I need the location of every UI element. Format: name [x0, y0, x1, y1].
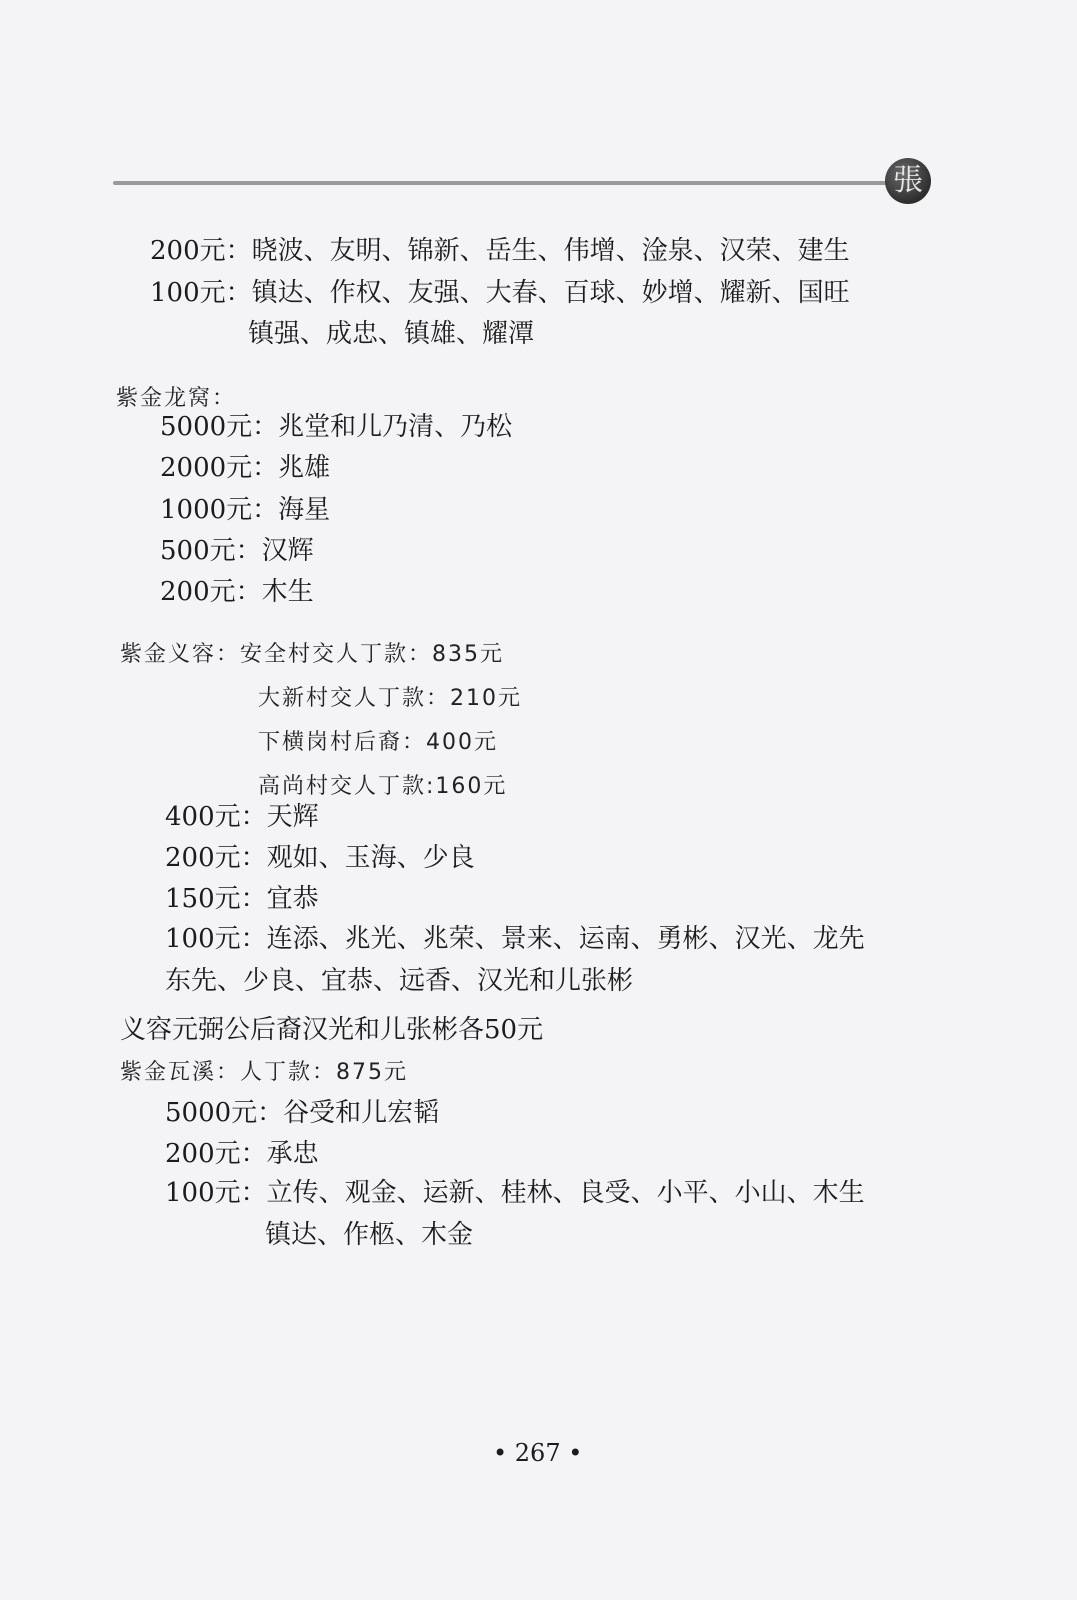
text-line: 义容元弼公后裔汉光和儿张彬各50元	[120, 1015, 544, 1045]
text-line: 1000元：海星	[160, 495, 331, 525]
text-line: 200元：木生	[160, 577, 314, 607]
text-line: 大新村交人丁款：210元	[258, 686, 522, 711]
text-line: 400元：天辉	[165, 802, 319, 832]
text-line: 150元：宜恭	[165, 884, 319, 914]
text-line: 500元：汉辉	[160, 536, 314, 566]
text-line: 200元：晓波、友明、锦新、岳生、伟增、淦泉、汉荣、建生	[150, 236, 850, 266]
seal-icon: 張	[885, 158, 931, 204]
text-line: 100元：连添、兆光、兆荣、景来、运南、勇彬、汉光、龙先	[165, 924, 865, 954]
text-line: 高尚村交人丁款:160元	[258, 774, 508, 799]
section-heading: 紫金龙窝：	[116, 386, 237, 411]
header-rule	[113, 181, 903, 185]
text-line: 2000元：兆雄	[160, 453, 331, 483]
section-heading: 紫金义容：安全村交人丁款：835元	[120, 642, 504, 667]
text-line: 100元：镇达、作权、友强、大春、百球、妙增、耀新、国旺	[150, 278, 850, 308]
text-line: 东先、少良、宜恭、远香、汉光和儿张彬	[165, 966, 634, 996]
text-line: 200元：承忠	[165, 1139, 319, 1169]
text-line: 镇强、成忠、镇雄、耀潭	[248, 319, 535, 349]
text-line: 5000元：谷受和儿宏韬	[165, 1098, 440, 1128]
text-line: 5000元：兆堂和儿乃清、乃松	[160, 412, 513, 442]
section-heading: 紫金瓦溪：人丁款：875元	[120, 1060, 408, 1085]
text-line: 100元：立传、观金、运新、桂林、良受、小平、小山、木生	[165, 1178, 865, 1208]
page-number: • 267 •	[493, 1439, 583, 1467]
text-line: 200元：观如、玉海、少良	[165, 843, 475, 873]
text-line: 镇达、作柩、木金	[265, 1220, 474, 1250]
text-line: 下横岗村后裔：400元	[258, 730, 498, 755]
